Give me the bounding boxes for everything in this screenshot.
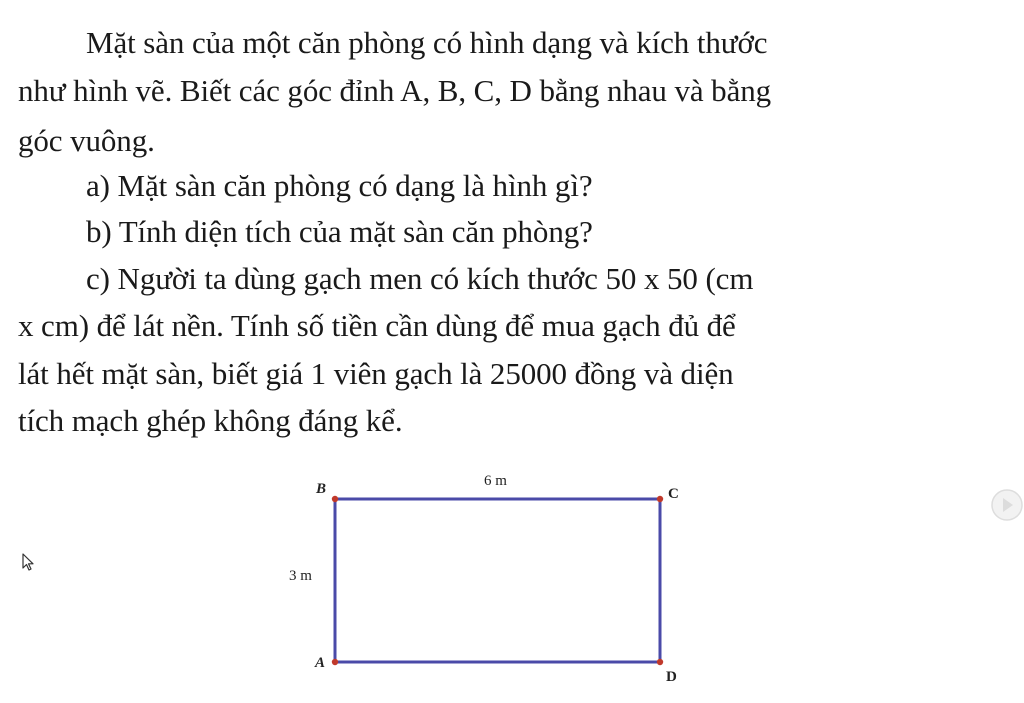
vertex-d-label: D: [666, 669, 677, 685]
vertex-c-dot: [657, 496, 663, 502]
mouse-pointer-icon: [22, 553, 36, 573]
question-c-line-4: tích mạch ghép không đáng kể.: [18, 403, 403, 438]
question-b: b) Tính diện tích của mặt sàn căn phòng?: [86, 214, 593, 249]
height-label: 3 m: [289, 568, 312, 584]
question-a: a) Mặt sàn căn phòng có dạng là hình gì?: [86, 168, 593, 203]
vertex-d-dot: [657, 659, 663, 665]
question-c-line-1: c) Người ta dùng gạch men có kích thước 50 x 50 (cm: [86, 261, 754, 296]
problem-line-2: như hình vẽ. Biết các góc đỉnh A, B, C, D bằng nhau và bằng: [18, 73, 772, 108]
question-c-line-2: x cm) để lát nền. Tính số tiền cần dùng để mua gạch đủ để: [18, 308, 736, 343]
room-rectangle: [335, 499, 660, 662]
vertex-b-label: B: [316, 481, 327, 497]
problem-line-1: Mặt sàn của một căn phòng có hình dạng và kích thước: [86, 25, 768, 60]
vertex-a-dot: [332, 659, 338, 665]
question-c-line-3: lát hết mặt sàn, biết giá 1 viên gạch là 25000 đồng và diện: [18, 356, 734, 391]
vertex-b-dot: [332, 496, 338, 502]
problem-line-3: góc vuông.: [18, 123, 155, 158]
vertex-c-label: C: [668, 486, 679, 502]
width-label: 6 m: [484, 473, 507, 489]
play-icon[interactable]: [990, 488, 1024, 522]
vertex-a-label: A: [315, 655, 326, 671]
